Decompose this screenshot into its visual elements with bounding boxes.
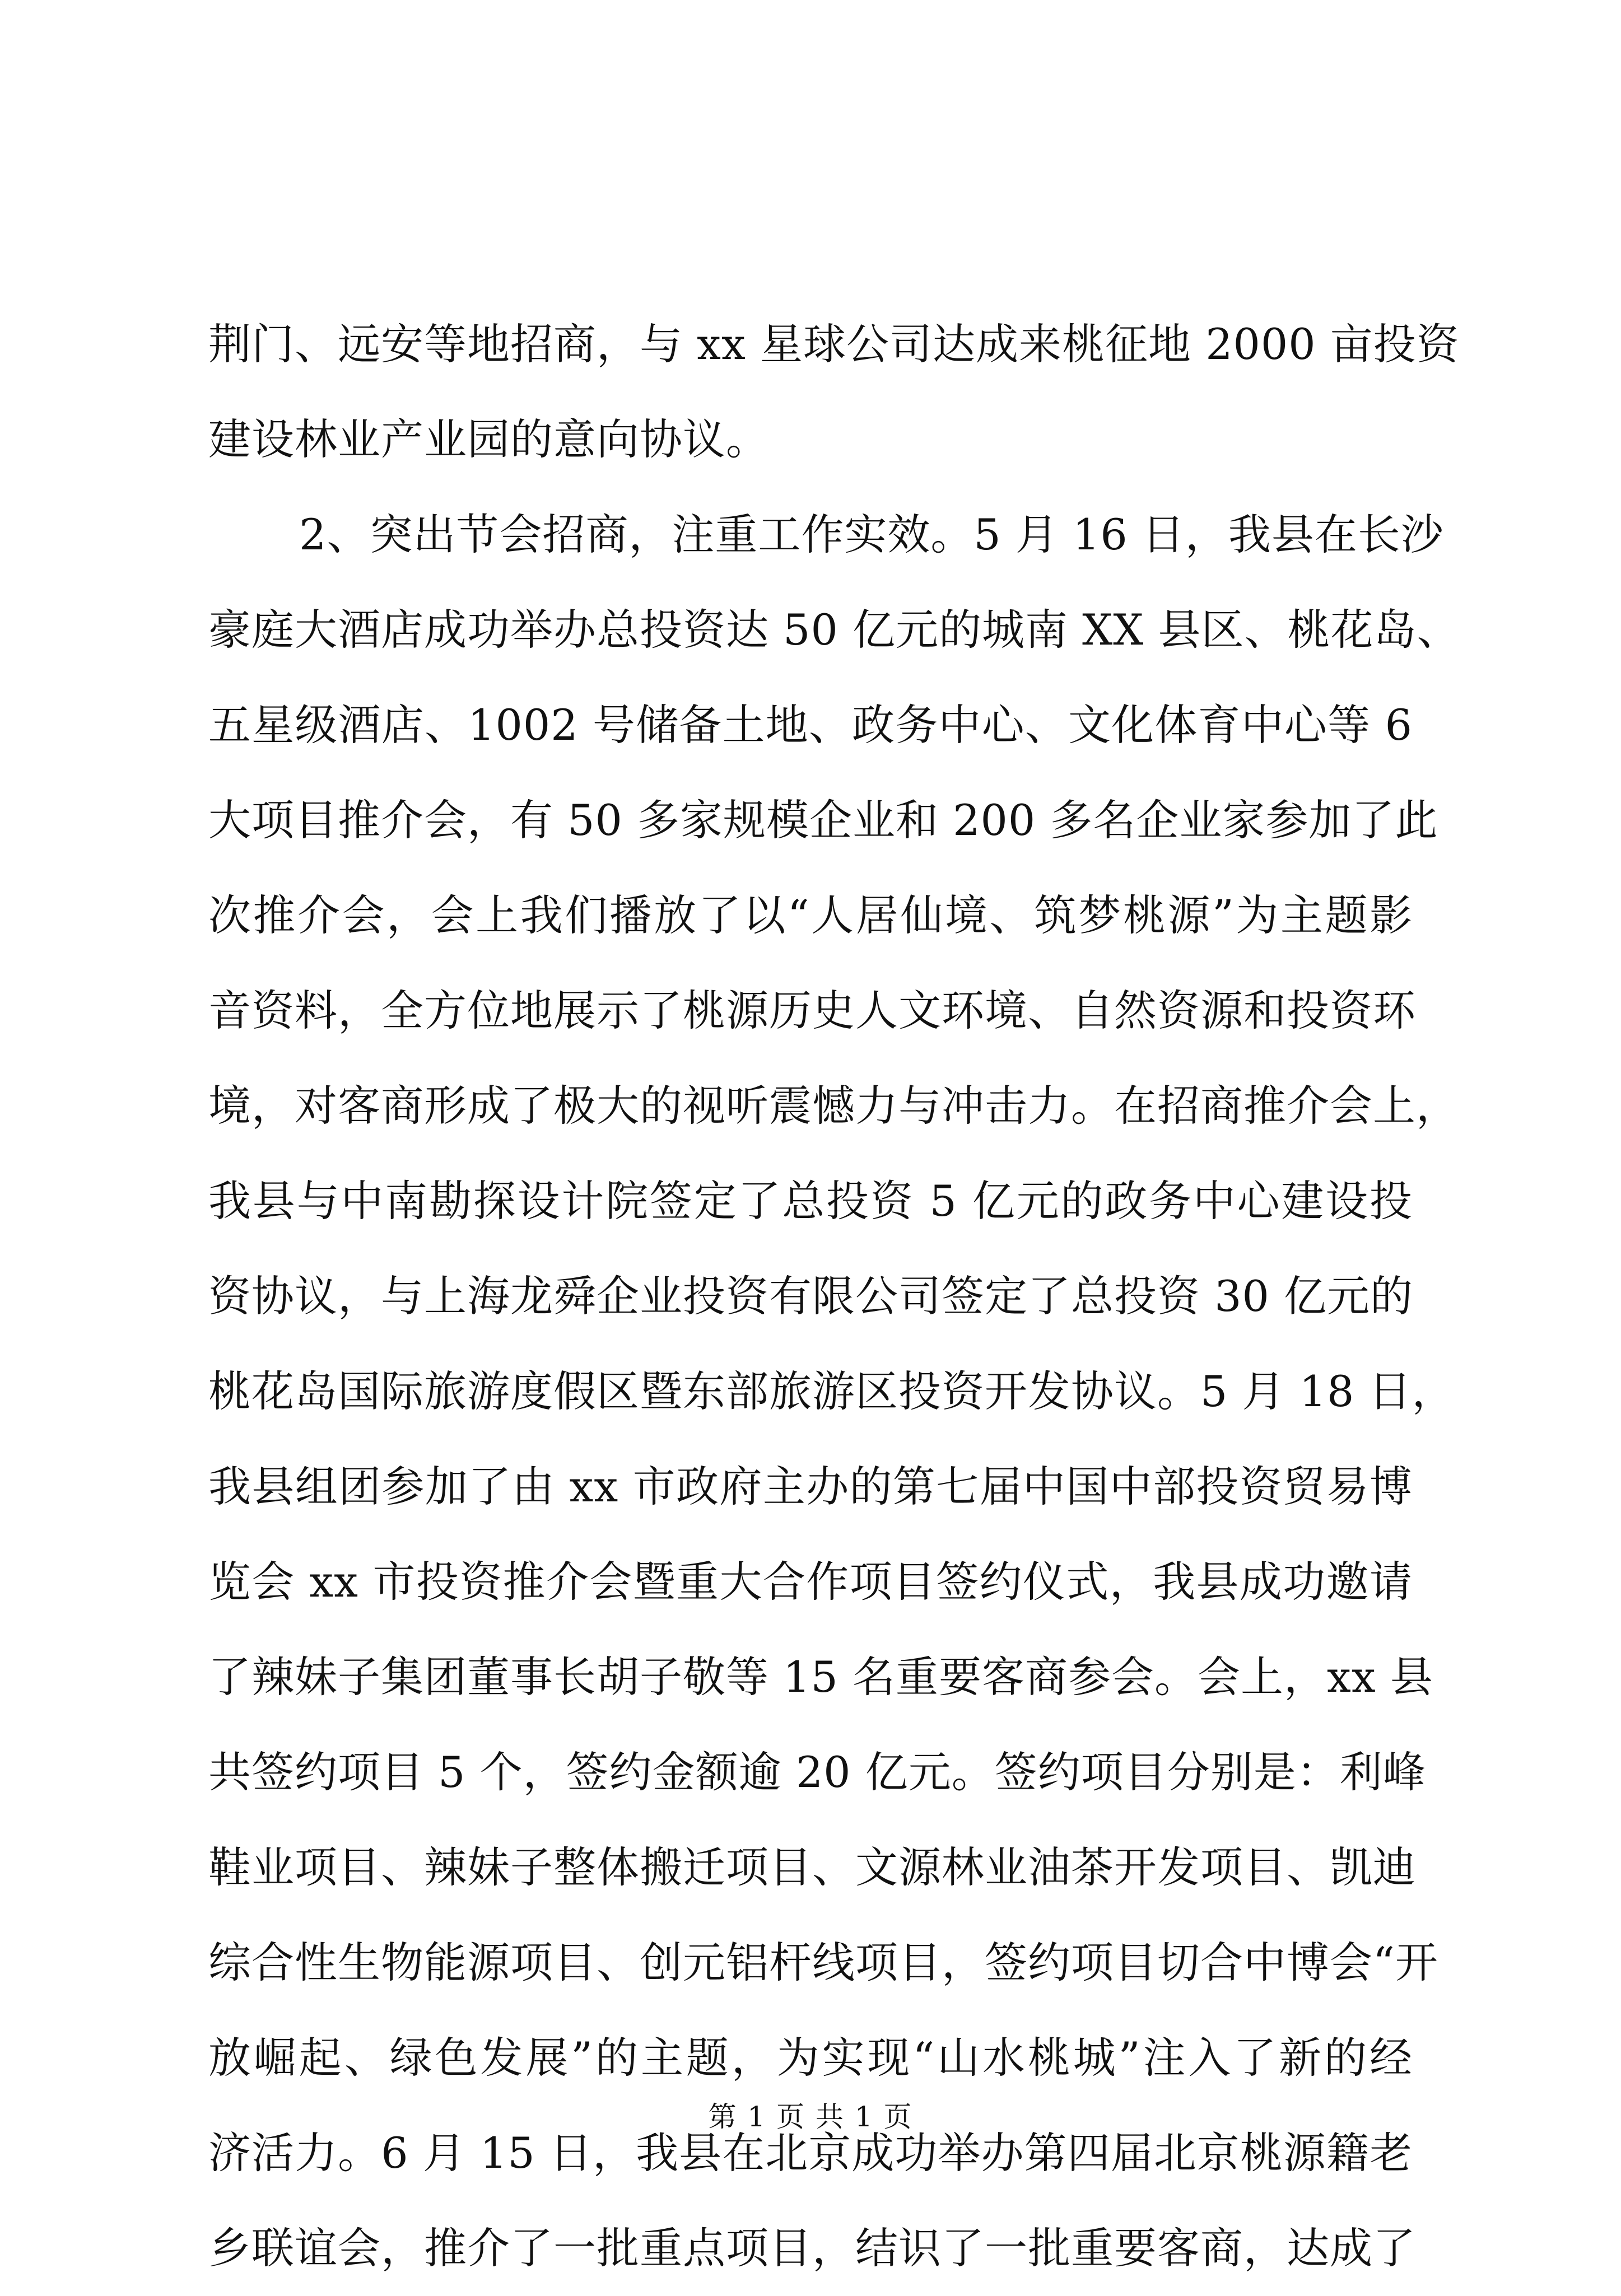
page-number-label: 第 1 页 共 1 页	[708, 2101, 913, 2133]
text-line: 了辣妹子集团董事长胡子敬等 15 名重要客商参会。会上，xx 县	[208, 1652, 1433, 1702]
text-line: 音资料，全方位地展示了桃源历史人文环境、自然资源和投资环	[208, 986, 1416, 1035]
text-line: 我县组团参加了由 xx 市政府主办的第七届中国中部投资贸易博	[208, 1462, 1413, 1511]
text-line: 济活力。6 月 15 日，我县在北京成功举办第四届北京桃源籍老	[208, 2128, 1413, 2178]
text-line: 大项目推介会，有 50 多家规模企业和 200 多名企业家参加了此	[208, 795, 1438, 845]
text-line: 乡联谊会，推介了一批重点项目，结识了一批重要客商，达成了	[208, 2223, 1416, 2273]
text-line: 桃花岛国际旅游度假区暨东部旅游区投资开发协议。5 月 18 日，	[208, 1366, 1455, 1416]
text-line: 次推介会，会上我们播放了以“人居仙境、筑梦桃源”为主题影	[208, 890, 1413, 940]
text-line: 共签约项目 5 个，签约金额逾 20 亿元。签约项目分别是：利峰	[208, 1747, 1426, 1797]
text-line: 资协议，与上海龙舜企业投资有限公司签定了总投资 30 亿元的	[208, 1271, 1414, 1321]
text-line: 放崛起、绿色发展”的主题，为实现“山水桃城”注入了新的经	[208, 2033, 1413, 2083]
text-line: 2、突出节会招商，注重工作实效。5 月 16 日，我县在长沙	[299, 510, 1444, 559]
text-line: 建设林业产业园的意向协议。	[208, 414, 769, 464]
text-line: 豪庭大酒店成功举办总投资达 50 亿元的城南 XX 县区、桃花岛、	[208, 605, 1460, 655]
text-line: 鞋业项目、辣妹子整体搬迁项目、文源林业油茶开发项目、凯迪	[208, 1842, 1416, 1892]
text-line: 五星级酒店、1002 号储备土地、政务中心、文化体育中心等 6	[208, 700, 1413, 750]
page-footer	[0, 2097, 1621, 2136]
text-line: 荆门、远安等地招商，与 xx 星球公司达成来桃征地 2000 亩投资	[208, 319, 1460, 369]
text-line: 境，对客商形成了极大的视听震憾力与冲击力。在招商推介会上，	[208, 1081, 1459, 1131]
text-line: 览会 xx 市投资推介会暨重大合作项目签约仪式，我县成功邀请	[208, 1557, 1413, 1607]
text-line: 综合性生物能源项目、创元铝杆线项目，签约项目切合中博会“开	[208, 1938, 1438, 1987]
document-body	[208, 297, 1460, 2296]
text-line: 我县与中南勘探设计院签定了总投资 5 亿元的政务中心建设投	[208, 1176, 1413, 1226]
